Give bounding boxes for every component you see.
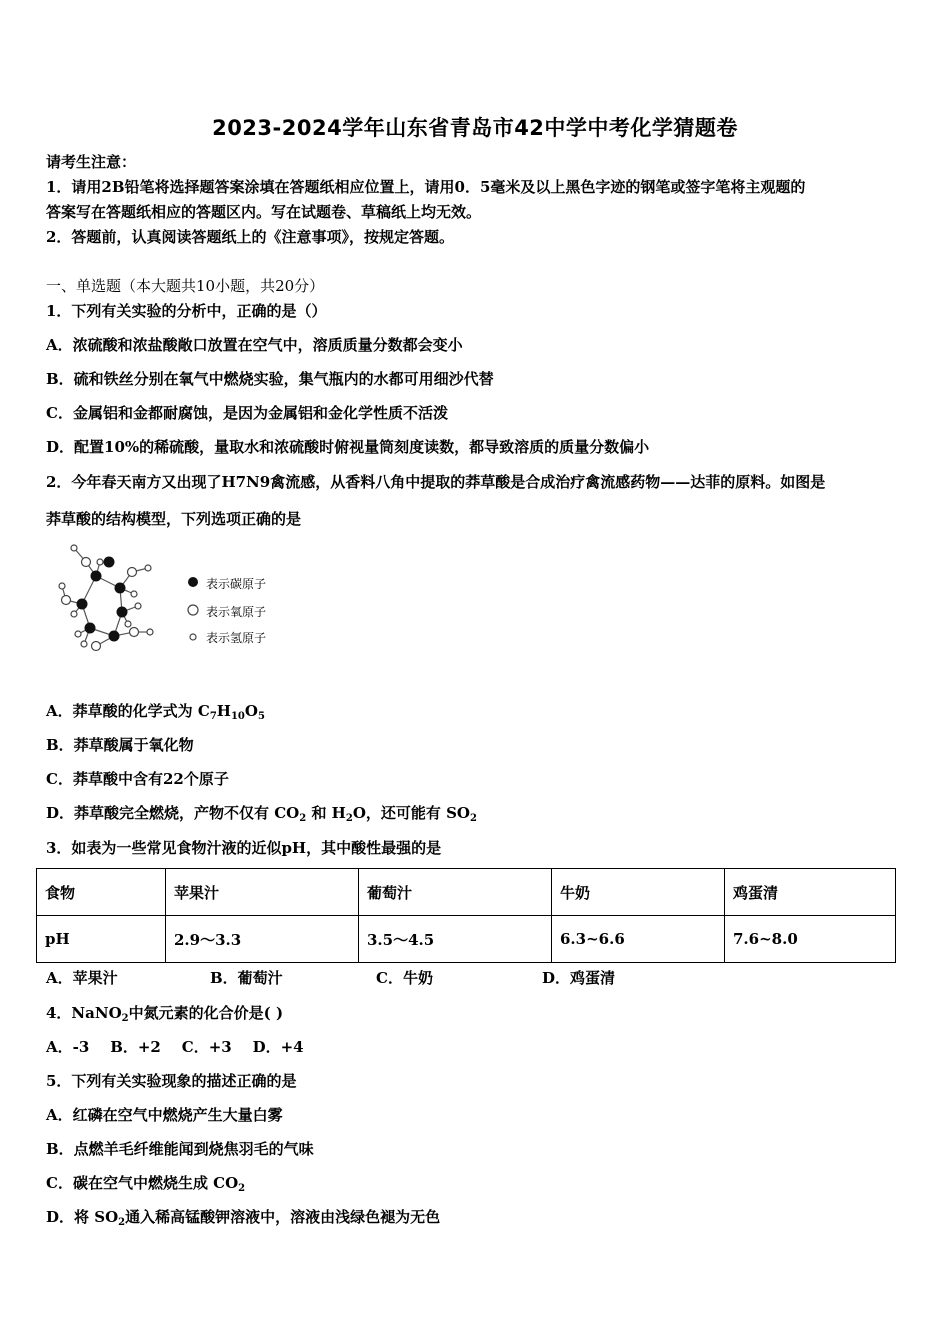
q3-option-a: A．苹果汁 — [46, 969, 118, 987]
table-header-cell: 葡萄汁 — [359, 869, 552, 916]
q3-option-d: D．鸡蛋清 — [542, 969, 616, 987]
q3-option-c: C．牛奶 — [376, 969, 433, 987]
q1-stem: 1．下列有关实验的分析中，正确的是（） — [46, 302, 327, 320]
q5-stem: 5．下列有关实验现象的描述正确的是 — [46, 1072, 297, 1090]
q5-option-a: A．红磷在空气中燃烧产生大量白雾 — [46, 1106, 283, 1124]
q5-option-d: D．将 $SO_2$通入稀高锰酸钾溶液中，溶液由浅绿色褪为无色 — [46, 1208, 441, 1228]
page-title: 2023-2024学年山东省青岛市42中学中考化学猜题卷 — [212, 116, 738, 140]
table-header-cell: 食物 — [37, 869, 166, 916]
oxygen-legend-icon — [186, 603, 200, 617]
q4-options: A．-3 B．+2 C．+3 D．+4 — [46, 1038, 304, 1056]
q2-option-b: B．莽草酸属于氧化物 — [46, 736, 194, 754]
ph-table — [36, 868, 896, 963]
table-header-cell: 牛奶 — [552, 869, 725, 916]
q1-option-d: D．配置10%的稀硫酸，量取水和浓硫酸时俯视量筒刻度读数，都导致溶质的质量分数偏小 — [46, 438, 650, 456]
legend-carbon: 表示碳原子 — [206, 577, 267, 591]
q1-option-c: C．金属铝和金都耐腐蚀，是因为金属铝和金化学性质不活泼 — [46, 404, 448, 422]
legend-hydrogen: 表示氢原子 — [206, 631, 267, 645]
notice-heading: 请考生注意： — [46, 153, 137, 171]
table-cell: 7.6~8.0 — [725, 916, 896, 963]
q2-option-d: D．莽草酸完全燃烧，产物不仅有 $CO_2$ 和 $H_2O$，还可能有 $SO_2$ — [46, 804, 477, 824]
table-header-cell: 苹果汁 — [166, 869, 359, 916]
carbon-legend-icon — [186, 575, 200, 589]
q1-option-a: A．浓硫酸和浓盐酸敞口放置在空气中，溶质质量分数都会变小 — [46, 336, 463, 354]
table-row — [37, 916, 896, 963]
q3-stem: 3．如表为一些常见食物汁液的近似pH，其中酸性最强的是 — [46, 839, 442, 857]
q2-option-a: A．莽草酸的化学式为 $C_7H_{10}O_5$ — [46, 702, 265, 722]
q5-option-c: C．碳在空气中燃烧生成 $CO_2$ — [46, 1174, 246, 1194]
legend-oxygen: 表示氧原子 — [206, 605, 267, 619]
q3-option-b: B．葡萄汁 — [210, 969, 283, 987]
table-cell: 6.3~6.6 — [552, 916, 725, 963]
notice-line-1a: 1．请用2B铅笔将选择题答案涂填在答题纸相应位置上，请用0．5毫米及以上黑色字迹的钢笔或签字笔将主观题的 — [46, 178, 806, 196]
q5-option-b: B．点燃羊毛纤维能闻到烧焦羽毛的气味 — [46, 1140, 314, 1158]
q4-stem: 4．NaNO$_2$中氮元素的化合价是( ) — [46, 1004, 284, 1024]
table-cell: 2.9～3.3 — [166, 916, 359, 963]
table-header-cell: 鸡蛋清 — [725, 869, 896, 916]
section-heading: 一、单选题（本大题共10小题，共20分） — [46, 277, 325, 295]
hydrogen-legend-icon — [186, 630, 200, 644]
molecule-diagram — [52, 540, 172, 660]
q2-stem-line2: 莽草酸的结构模型，下列选项正确的是 — [46, 510, 302, 528]
q2-stem-line1: 2．今年春天南方又出现了H7N9禽流感，从香料八角中提取的莽草酸是合成治疗禽流感药物——达菲的原料。如图是 — [46, 473, 826, 491]
notice-line-1b: 答案写在答题纸相应的答题区内。写在试题卷、草稿纸上均无效。 — [46, 203, 482, 221]
table-cell: pH — [37, 916, 166, 963]
table-cell: 3.5～4.5 — [359, 916, 552, 963]
q2-option-c: C．莽草酸中含有22个原子 — [46, 770, 229, 788]
notice-line-2: 2．答题前，认真阅读答题纸上的《注意事项》，按规定答题。 — [46, 228, 454, 246]
table-header-row — [37, 869, 896, 916]
q1-option-b: B．硫和铁丝分别在氧气中燃烧实验，集气瓶内的水都可用细沙代替 — [46, 370, 494, 388]
